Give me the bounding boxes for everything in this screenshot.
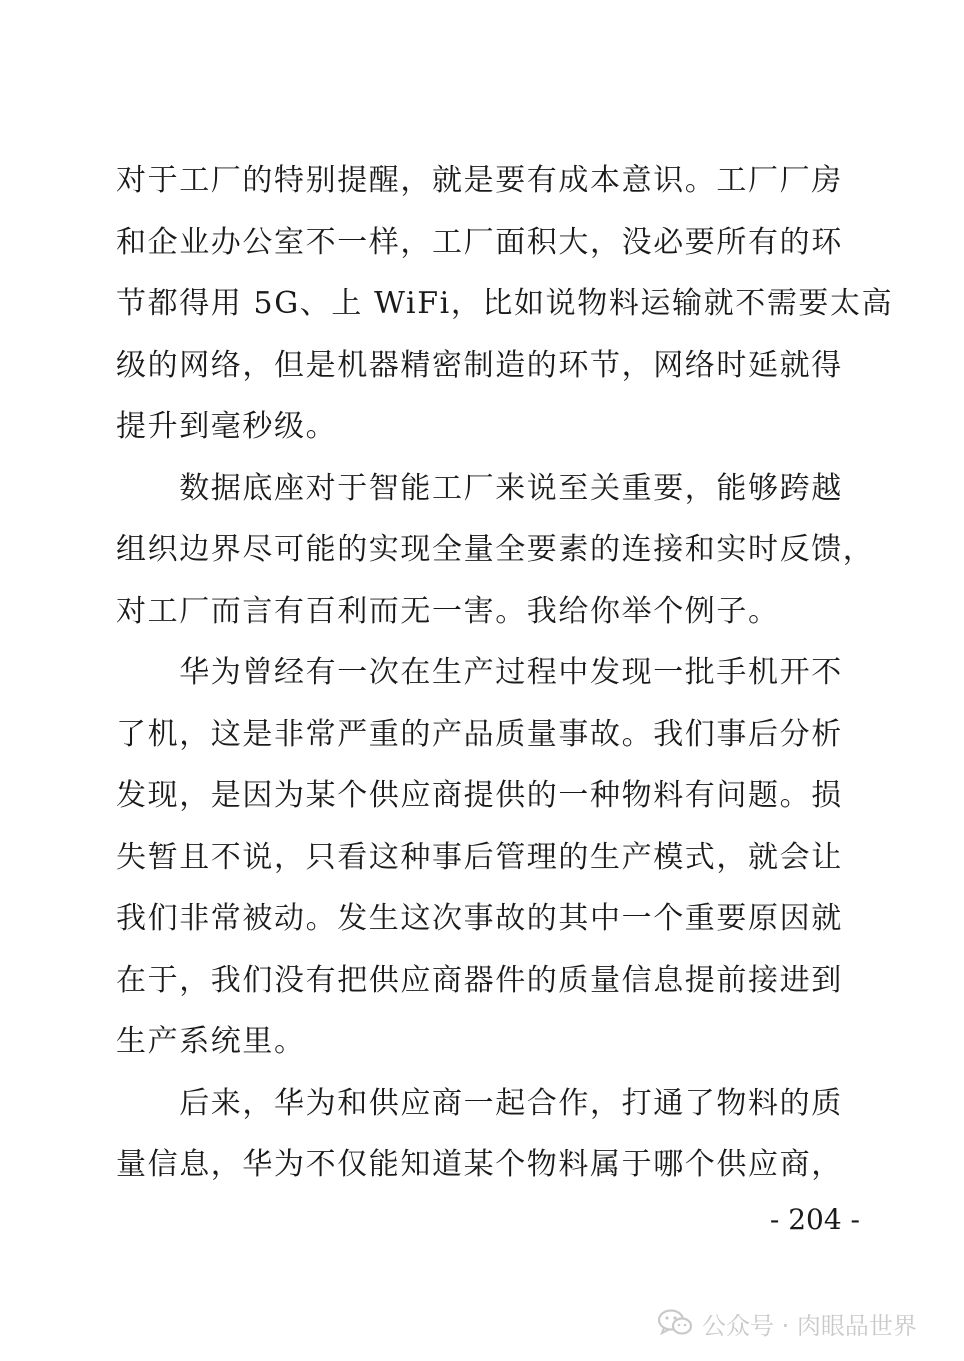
- text-line: 发现，是因为某个供应商提供的一种物料有问题。损: [116, 778, 843, 813]
- text-line: 对于工厂的特别提醒，就是要有成本意识。工厂厂房: [116, 163, 843, 198]
- wechat-icon: [658, 1309, 692, 1337]
- page-number: - 204 -: [769, 1203, 860, 1236]
- body-text: [116, 150, 894, 1196]
- text-line: 生产系统里。: [116, 1024, 306, 1059]
- text-line: 对工厂而言有百利而无一害。我给你举个例子。: [116, 593, 780, 629]
- text-line: 数据底座对于智能工厂来说至关重要，能够跨越: [116, 470, 843, 506]
- text-line: 在于，我们没有把供应商器件的质量信息提前接进到: [116, 962, 843, 998]
- text-line: 和企业办公室不一样，工厂面积大，没必要所有的环: [116, 224, 843, 260]
- watermark-text: 公众号 · 肉眼品世界: [702, 1311, 917, 1340]
- text-line: 后来，华为和供应商一起合作，打通了物料的质: [116, 1085, 843, 1121]
- text-line: 华为曾经有一次在生产过程中发现一批手机开不: [116, 655, 843, 690]
- text-line: 组织边界尽可能的实现全量全要素的连接和实时反馈，: [116, 532, 875, 567]
- watermark: [658, 1300, 917, 1346]
- text-line: 失暂且不说，只看这种事后管理的生产模式，就会让: [116, 839, 843, 875]
- text-line: 量信息，华为不仅能知道某个物料属于哪个供应商，: [116, 1147, 843, 1182]
- text-line: 提升到毫秒级。: [116, 409, 338, 444]
- text-line: 节都得用 5G、上 WiFi，比如说物料运输就不需要太高: [116, 286, 894, 321]
- text-line: 了机，这是非常严重的产品质量事故。我们事后分析: [116, 716, 843, 752]
- text-line: 我们非常被动。发生这次事故的其中一个重要原因就: [116, 901, 843, 936]
- text-line: 级的网络，但是机器精密制造的环节，网络时延就得: [116, 347, 843, 383]
